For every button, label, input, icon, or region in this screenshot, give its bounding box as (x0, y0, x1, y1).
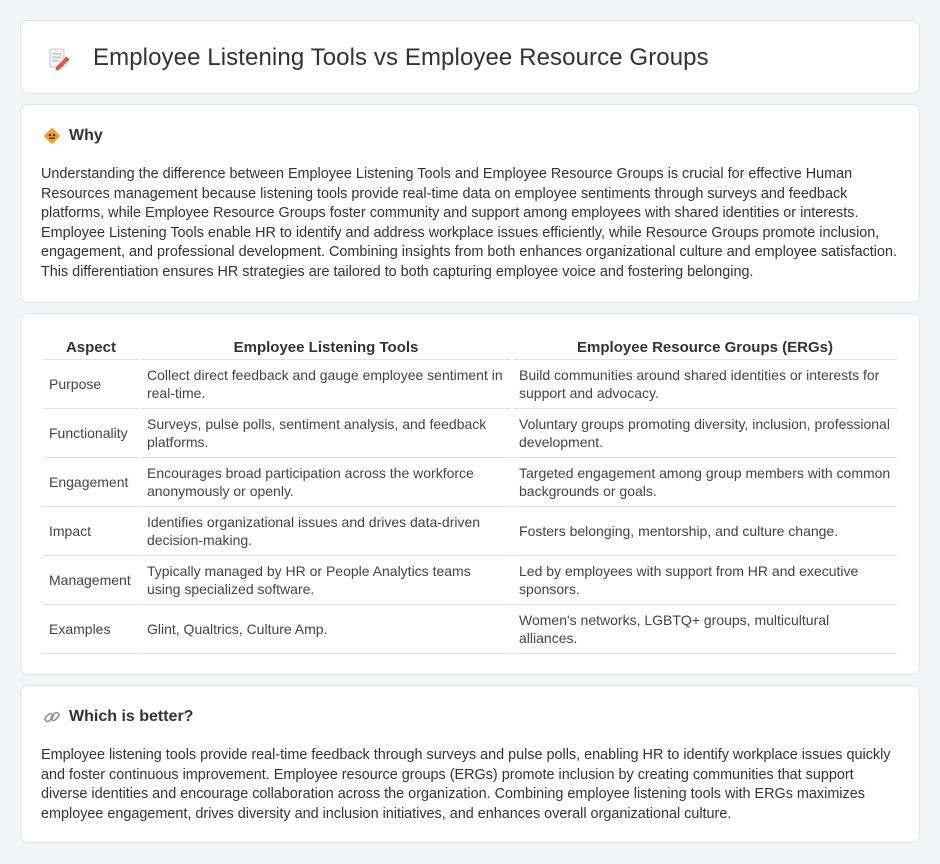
row-aspect: Impact (43, 507, 139, 556)
table-row (43, 605, 897, 654)
better-text: Employee listening tools provide real-time feedback through surveys and pulse polls, enabling HR to identify workplace issues quickly and foster continuous improvement. Employee resource groups (ERGs) promote inclusion by creating communities that support diverse identities and encourage collaboration across the organization. Combining employee listening tools with ERGs maximizes employee engagement, drives diversity and inclusion initiatives, and enhances overall organizational culture. (41, 747, 891, 822)
why-heading-label: Why (69, 127, 103, 144)
row-listening-tools: Glint, Qualtrics, Culture Amp. (141, 605, 511, 654)
row-ergs: Fosters belonging, mentorship, and culture change. (513, 507, 897, 556)
diamond-sign-icon (43, 127, 61, 145)
table-header-row (43, 334, 897, 360)
table-row (43, 360, 897, 409)
row-aspect: Examples (43, 605, 139, 654)
better-section (20, 685, 920, 843)
table-row (43, 507, 897, 556)
row-ergs: Voluntary groups promoting diversity, inclusion, professional development. (513, 409, 897, 458)
header-card (20, 20, 920, 94)
row-aspect: Functionality (43, 409, 139, 458)
row-listening-tools: Surveys, pulse polls, sentiment analysis, and feedback platforms. (141, 409, 511, 458)
table-row (43, 556, 897, 605)
row-listening-tools: Encourages broad participation across the workforce anonymously or openly. (141, 458, 511, 507)
row-ergs: Women's networks, LGBTQ+ groups, multicultural alliances. (513, 605, 897, 654)
table-row (43, 458, 897, 507)
link-icon (43, 708, 61, 726)
document-edit-icon (47, 47, 71, 71)
header-ergs: Employee Resource Groups (ERGs) (513, 334, 897, 360)
row-ergs: Targeted engagement among group members with common backgrounds or goals. (513, 458, 897, 507)
row-listening-tools: Identifies organizational issues and drives data-driven decision-making. (141, 507, 511, 556)
row-ergs: Build communities around shared identities or interests for support and advocacy. (513, 360, 897, 409)
page-title: Employee Listening Tools vs Employee Resource Groups (93, 44, 709, 71)
why-text: Understanding the difference between Employee Listening Tools and Employee Resource Groups is crucial for effective Human Resources management because listening tools provide real-time data on employee sentiments through surveys and feedback platforms, while Employee Resource Groups foster community and support among employees with shared identities or interests. Employee Listening Tools enable HR to identify and address workplace issues efficiently, while Resource Groups promote inclusion, engagement, and professional development. Combining insights from both enhances organizational culture and employee satisfaction. This differentiation ensures HR strategies are tailored to both capturing employee voice and fostering belonging. (41, 166, 897, 280)
comparison-section (20, 313, 920, 675)
row-listening-tools: Collect direct feedback and gauge employee sentiment in real-time. (141, 360, 511, 409)
row-aspect: Engagement (43, 458, 139, 507)
row-aspect: Management (43, 556, 139, 605)
row-aspect: Purpose (43, 360, 139, 409)
header-aspect: Aspect (43, 334, 139, 360)
better-heading (43, 708, 193, 726)
why-section (20, 104, 920, 303)
comparison-table (41, 334, 899, 654)
better-heading-label: Which is better? (69, 708, 194, 725)
why-heading (43, 127, 103, 145)
header-listening-tools: Employee Listening Tools (141, 334, 511, 360)
table-row (43, 409, 897, 458)
row-listening-tools: Typically managed by HR or People Analytics teams using specialized software. (141, 556, 511, 605)
row-ergs: Led by employees with support from HR and executive sponsors. (513, 556, 897, 605)
